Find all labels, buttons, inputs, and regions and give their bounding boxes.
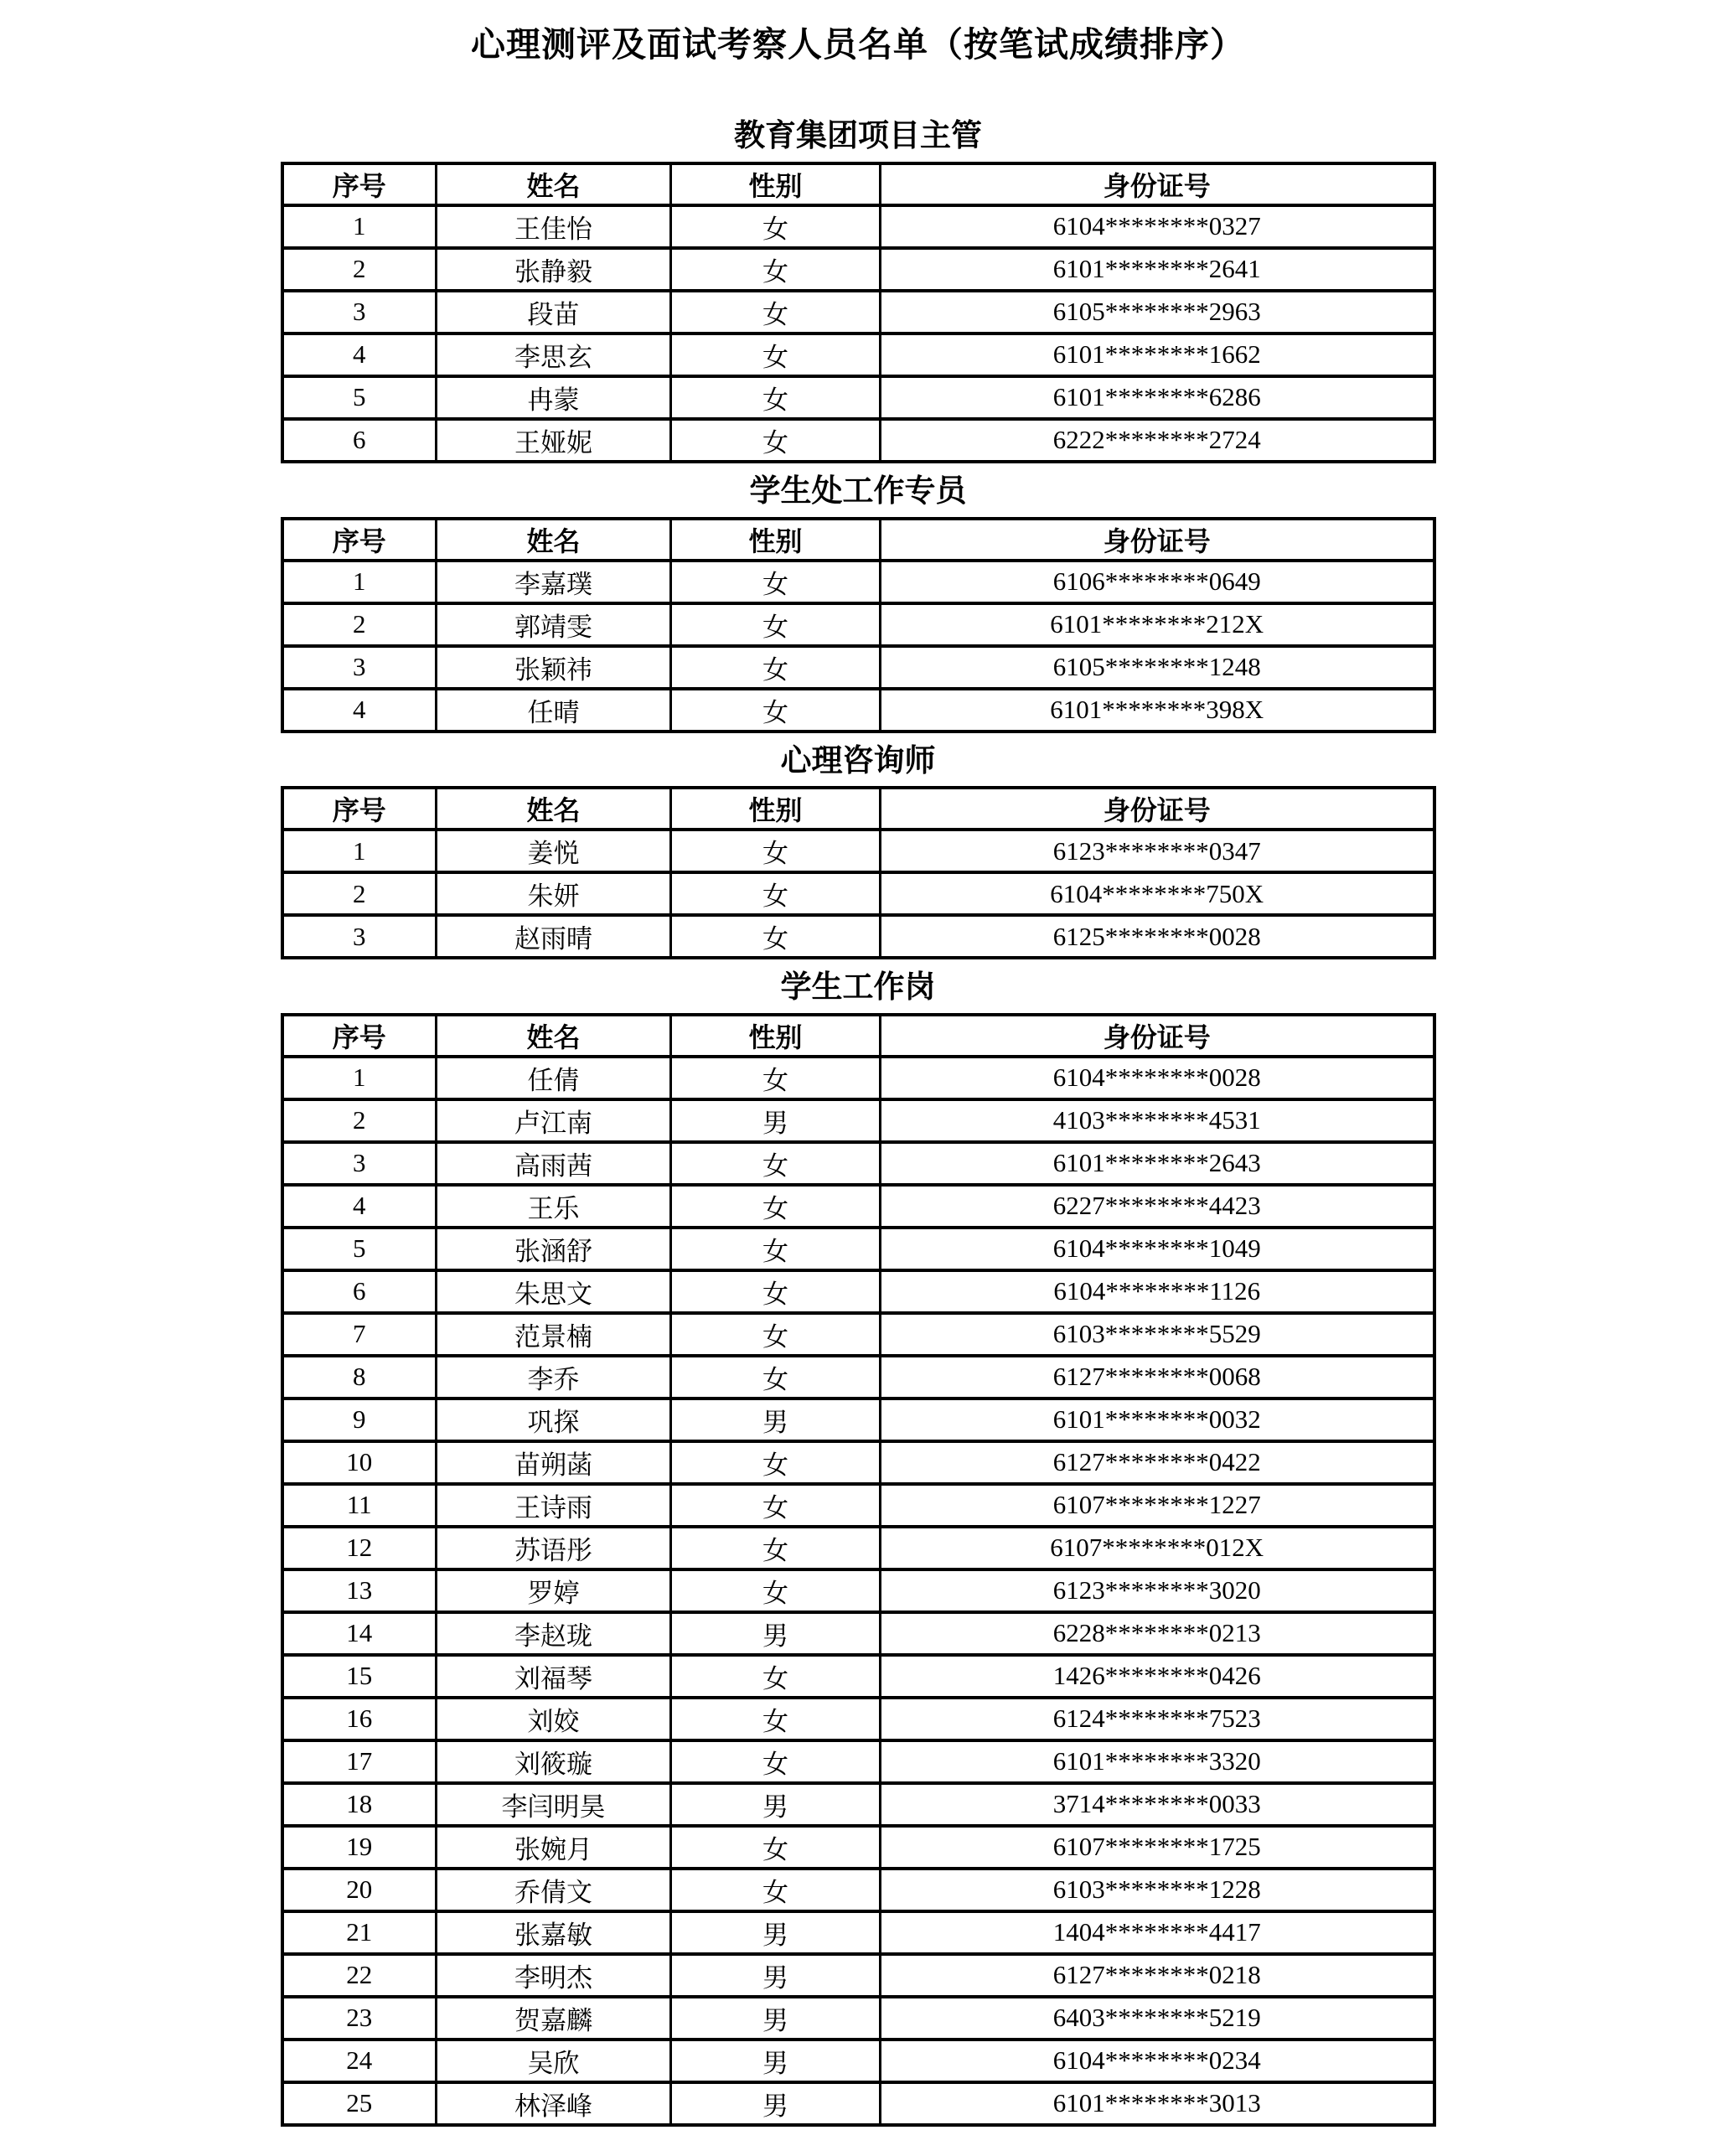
table-cell-gender: 女 bbox=[671, 1228, 881, 1270]
table-cell-name: 张静毅 bbox=[437, 248, 671, 291]
table-cell-no: 7 bbox=[282, 1313, 437, 1356]
table-cell-no: 24 bbox=[282, 2040, 437, 2082]
table-cell-id: 6227********4423 bbox=[881, 1185, 1434, 1228]
section-heading: 学生工作岗 bbox=[780, 970, 936, 1006]
table-cell-name: 赵雨晴 bbox=[437, 915, 671, 958]
table-cell-name: 张颖祎 bbox=[437, 646, 671, 689]
table-row bbox=[282, 1869, 1434, 1911]
section-heading: 心理咨询师 bbox=[780, 743, 936, 778]
table-cell-no: 5 bbox=[282, 376, 437, 419]
table-cell-id: 6101********2641 bbox=[881, 248, 1434, 291]
table-cell-no: 21 bbox=[282, 1911, 437, 1954]
table-cell-no: 6 bbox=[282, 1270, 437, 1313]
table-row bbox=[282, 2082, 1434, 2125]
table-cell-id: 6104********1049 bbox=[881, 1228, 1434, 1270]
table-cell-no: 14 bbox=[282, 1612, 437, 1655]
table-cell-no: 22 bbox=[282, 1954, 437, 1997]
table-row bbox=[282, 1313, 1434, 1356]
table-cell-no: 6 bbox=[282, 419, 437, 462]
table-row bbox=[282, 1228, 1434, 1270]
table-cell-id: 6105********2963 bbox=[881, 291, 1434, 333]
table-cell-name: 张涵舒 bbox=[437, 1228, 671, 1270]
table-cell-name: 任晴 bbox=[437, 689, 671, 732]
table-cell-name: 朱思文 bbox=[437, 1270, 671, 1313]
table-header-cell: 序号 bbox=[282, 1015, 437, 1057]
table-cell-id: 6101********3320 bbox=[881, 1740, 1434, 1783]
table-header-cell: 序号 bbox=[282, 163, 437, 205]
table-header-cell: 姓名 bbox=[437, 163, 671, 205]
table-cell-name: 李赵珑 bbox=[437, 1612, 671, 1655]
table-cell-no: 2 bbox=[282, 248, 437, 291]
table-cell-id: 6101********3013 bbox=[881, 2082, 1434, 2125]
table-cell-no: 25 bbox=[282, 2082, 437, 2125]
table-cell-name: 罗婷 bbox=[437, 1569, 671, 1612]
table-cell-name: 张婉月 bbox=[437, 1826, 671, 1869]
table-cell-gender: 女 bbox=[671, 1313, 881, 1356]
table-header-cell: 身份证号 bbox=[881, 788, 1434, 830]
table-cell-no: 10 bbox=[282, 1441, 437, 1484]
table-cell-gender: 女 bbox=[671, 561, 881, 603]
table-cell-gender: 女 bbox=[671, 205, 881, 248]
table-cell-no: 18 bbox=[282, 1783, 437, 1826]
table-cell-name: 王乐 bbox=[437, 1185, 671, 1228]
table-cell-name: 乔倩文 bbox=[437, 1869, 671, 1911]
table-cell-id: 6107********1227 bbox=[881, 1484, 1434, 1527]
table-cell-no: 1 bbox=[282, 205, 437, 248]
table-cell-gender: 女 bbox=[671, 291, 881, 333]
table-cell-no: 17 bbox=[282, 1740, 437, 1783]
table-row bbox=[282, 1954, 1434, 1997]
table-cell-no: 3 bbox=[282, 646, 437, 689]
table-cell-id: 6127********0422 bbox=[881, 1441, 1434, 1484]
table-cell-id: 6104********750X bbox=[881, 872, 1434, 915]
table-cell-no: 2 bbox=[282, 1099, 437, 1142]
table-row bbox=[282, 1185, 1434, 1228]
table-cell-name: 段苗 bbox=[437, 291, 671, 333]
table-cell-name: 刘姣 bbox=[437, 1698, 671, 1740]
table-row bbox=[282, 1441, 1434, 1484]
table-header-cell: 姓名 bbox=[437, 1015, 671, 1057]
table-cell-no: 2 bbox=[282, 872, 437, 915]
table-row bbox=[282, 1698, 1434, 1740]
table-cell-gender: 女 bbox=[671, 1484, 881, 1527]
table-row bbox=[282, 1569, 1434, 1612]
table-cell-name: 范景楠 bbox=[437, 1313, 671, 1356]
table-cell-no: 5 bbox=[282, 1228, 437, 1270]
document-title: 心理测评及面试考察人员名单（按笔试成绩排序） bbox=[471, 25, 1245, 64]
table-cell-name: 姜悦 bbox=[437, 830, 671, 872]
table-cell-no: 1 bbox=[282, 1057, 437, 1099]
table-cell-id: 6105********1248 bbox=[881, 646, 1434, 689]
table-header-row bbox=[282, 1015, 1434, 1057]
table-row bbox=[282, 1612, 1434, 1655]
table-cell-name: 李乔 bbox=[437, 1356, 671, 1399]
table-cell-gender: 女 bbox=[671, 1826, 881, 1869]
table-cell-gender: 女 bbox=[671, 1527, 881, 1569]
table-cell-gender: 女 bbox=[671, 1869, 881, 1911]
table-cell-name: 李明杰 bbox=[437, 1954, 671, 1997]
table-header-cell: 性别 bbox=[671, 788, 881, 830]
table-cell-name: 张嘉敏 bbox=[437, 1911, 671, 1954]
table-header-cell: 姓名 bbox=[437, 788, 671, 830]
table-cell-gender: 女 bbox=[671, 1698, 881, 1740]
table-cell-name: 贺嘉麟 bbox=[437, 1997, 671, 2040]
table-cell-id: 6104********0327 bbox=[881, 205, 1434, 248]
table-row bbox=[282, 1527, 1434, 1569]
table-cell-id: 6107********1725 bbox=[881, 1826, 1434, 1869]
table-cell-id: 4103********4531 bbox=[881, 1099, 1434, 1142]
table-cell-id: 6101********212X bbox=[881, 603, 1434, 646]
table-cell-gender: 女 bbox=[671, 1185, 881, 1228]
table-cell-gender: 男 bbox=[671, 1399, 881, 1441]
table-row bbox=[282, 376, 1434, 419]
table-cell-id: 6103********1228 bbox=[881, 1869, 1434, 1911]
table-header-row bbox=[282, 519, 1434, 561]
table-cell-id: 6101********0032 bbox=[881, 1399, 1434, 1441]
table-cell-id: 6106********0649 bbox=[881, 561, 1434, 603]
section-heading: 学生处工作专员 bbox=[749, 473, 967, 509]
table-cell-no: 3 bbox=[282, 915, 437, 958]
table-cell-id: 6104********0028 bbox=[881, 1057, 1434, 1099]
table-row bbox=[282, 1826, 1434, 1869]
table-row bbox=[282, 205, 1434, 248]
table-cell-id: 1404********4417 bbox=[881, 1911, 1434, 1954]
table-cell-name: 王娅妮 bbox=[437, 419, 671, 462]
table-row bbox=[282, 646, 1434, 689]
table-cell-name: 李闫明昊 bbox=[437, 1783, 671, 1826]
table-cell-no: 13 bbox=[282, 1569, 437, 1612]
table-cell-id: 6127********0068 bbox=[881, 1356, 1434, 1399]
table-cell-id: 6107********012X bbox=[881, 1527, 1434, 1569]
table-cell-id: 6101********6286 bbox=[881, 376, 1434, 419]
table-cell-name: 吴欣 bbox=[437, 2040, 671, 2082]
table-cell-gender: 女 bbox=[671, 1740, 881, 1783]
table-row bbox=[282, 1484, 1434, 1527]
table-cell-id: 1426********0426 bbox=[881, 1655, 1434, 1698]
table-row bbox=[282, 689, 1434, 732]
table-cell-name: 巩探 bbox=[437, 1399, 671, 1441]
table-cell-name: 李思玄 bbox=[437, 333, 671, 376]
table-cell-id: 6228********0213 bbox=[881, 1612, 1434, 1655]
table-cell-name: 林泽峰 bbox=[437, 2082, 671, 2125]
table-header-cell: 序号 bbox=[282, 788, 437, 830]
table-cell-gender: 男 bbox=[671, 1911, 881, 1954]
table-cell-id: 3714********0033 bbox=[881, 1783, 1434, 1826]
table-cell-name: 郭靖雯 bbox=[437, 603, 671, 646]
table-header-row bbox=[282, 788, 1434, 830]
roster-table bbox=[281, 1013, 1436, 2127]
table-cell-gender: 女 bbox=[671, 1142, 881, 1185]
roster-table bbox=[281, 517, 1436, 733]
table-row bbox=[282, 1270, 1434, 1313]
table-cell-gender: 女 bbox=[671, 830, 881, 872]
table-cell-id: 6124********7523 bbox=[881, 1698, 1434, 1740]
table-row bbox=[282, 915, 1434, 958]
table-header-cell: 性别 bbox=[671, 519, 881, 561]
table-cell-gender: 女 bbox=[671, 872, 881, 915]
table-row bbox=[282, 603, 1434, 646]
table-cell-gender: 女 bbox=[671, 333, 881, 376]
table-row bbox=[282, 1997, 1434, 2040]
table-cell-no: 1 bbox=[282, 561, 437, 603]
table-cell-no: 23 bbox=[282, 1997, 437, 2040]
table-cell-gender: 女 bbox=[671, 689, 881, 732]
table-cell-gender: 男 bbox=[671, 1099, 881, 1142]
table-cell-no: 2 bbox=[282, 603, 437, 646]
section-heading: 教育集团项目主管 bbox=[734, 119, 982, 154]
table-cell-gender: 女 bbox=[671, 1356, 881, 1399]
table-cell-id: 6101********2643 bbox=[881, 1142, 1434, 1185]
table-cell-name: 卢江南 bbox=[437, 1099, 671, 1142]
sections-container bbox=[0, 120, 1716, 2127]
table-cell-gender: 女 bbox=[671, 1441, 881, 1484]
table-cell-name: 王诗雨 bbox=[437, 1484, 671, 1527]
table-cell-id: 6127********0218 bbox=[881, 1954, 1434, 1997]
table-row bbox=[282, 561, 1434, 603]
table-cell-name: 朱妍 bbox=[437, 872, 671, 915]
table-cell-no: 12 bbox=[282, 1527, 437, 1569]
table-header-cell: 姓名 bbox=[437, 519, 671, 561]
table-cell-no: 8 bbox=[282, 1356, 437, 1399]
table-cell-id: 6104********1126 bbox=[881, 1270, 1434, 1313]
table-cell-name: 冉蒙 bbox=[437, 376, 671, 419]
table-cell-no: 11 bbox=[282, 1484, 437, 1527]
table-cell-gender: 女 bbox=[671, 376, 881, 419]
table-row bbox=[282, 1142, 1434, 1185]
table-cell-no: 1 bbox=[282, 830, 437, 872]
table-row bbox=[282, 1783, 1434, 1826]
table-header-cell: 性别 bbox=[671, 1015, 881, 1057]
table-row bbox=[282, 291, 1434, 333]
table-cell-name: 李嘉璞 bbox=[437, 561, 671, 603]
table-row bbox=[282, 830, 1434, 872]
table-header-cell: 身份证号 bbox=[881, 163, 1434, 205]
table-cell-no: 4 bbox=[282, 333, 437, 376]
table-header-cell: 身份证号 bbox=[881, 519, 1434, 561]
table-row bbox=[282, 419, 1434, 462]
table-cell-gender: 男 bbox=[671, 1612, 881, 1655]
table-row bbox=[282, 333, 1434, 376]
table-cell-gender: 女 bbox=[671, 915, 881, 958]
table-cell-gender: 女 bbox=[671, 248, 881, 291]
table-cell-no: 4 bbox=[282, 1185, 437, 1228]
table-row bbox=[282, 1911, 1434, 1954]
table-cell-name: 苗朔菡 bbox=[437, 1441, 671, 1484]
table-row bbox=[282, 1099, 1434, 1142]
table-cell-gender: 女 bbox=[671, 1057, 881, 1099]
table-row bbox=[282, 2040, 1434, 2082]
table-cell-id: 6101********398X bbox=[881, 689, 1434, 732]
table-row bbox=[282, 872, 1434, 915]
table-cell-no: 19 bbox=[282, 1826, 437, 1869]
table-cell-id: 6101********1662 bbox=[881, 333, 1434, 376]
roster-table bbox=[281, 786, 1436, 959]
table-cell-no: 15 bbox=[282, 1655, 437, 1698]
table-cell-gender: 女 bbox=[671, 1655, 881, 1698]
table-cell-no: 20 bbox=[282, 1869, 437, 1911]
table-cell-no: 16 bbox=[282, 1698, 437, 1740]
table-row bbox=[282, 1399, 1434, 1441]
table-cell-id: 6123********0347 bbox=[881, 830, 1434, 872]
table-cell-name: 任倩 bbox=[437, 1057, 671, 1099]
table-row bbox=[282, 1740, 1434, 1783]
table-cell-name: 王佳怡 bbox=[437, 205, 671, 248]
table-cell-gender: 男 bbox=[671, 2082, 881, 2125]
table-cell-id: 6123********3020 bbox=[881, 1569, 1434, 1612]
table-cell-id: 6403********5219 bbox=[881, 1997, 1434, 2040]
table-cell-name: 刘福琴 bbox=[437, 1655, 671, 1698]
table-cell-name: 高雨茜 bbox=[437, 1142, 671, 1185]
table-row bbox=[282, 1356, 1434, 1399]
table-cell-no: 3 bbox=[282, 1142, 437, 1185]
table-cell-gender: 男 bbox=[671, 1997, 881, 2040]
table-cell-gender: 女 bbox=[671, 419, 881, 462]
table-cell-id: 6104********0234 bbox=[881, 2040, 1434, 2082]
table-cell-gender: 男 bbox=[671, 2040, 881, 2082]
table-cell-name: 苏语彤 bbox=[437, 1527, 671, 1569]
table-header-cell: 性别 bbox=[671, 163, 881, 205]
table-cell-gender: 男 bbox=[671, 1954, 881, 1997]
table-cell-gender: 男 bbox=[671, 1783, 881, 1826]
table-row bbox=[282, 1057, 1434, 1099]
roster-table bbox=[281, 162, 1436, 463]
table-header-row bbox=[282, 163, 1434, 205]
table-cell-name: 刘筱璇 bbox=[437, 1740, 671, 1783]
table-cell-no: 4 bbox=[282, 689, 437, 732]
table-cell-gender: 女 bbox=[671, 603, 881, 646]
table-cell-gender: 女 bbox=[671, 1569, 881, 1612]
table-row bbox=[282, 1655, 1434, 1698]
table-cell-id: 6125********0028 bbox=[881, 915, 1434, 958]
table-cell-id: 6222********2724 bbox=[881, 419, 1434, 462]
table-cell-id: 6103********5529 bbox=[881, 1313, 1434, 1356]
table-row bbox=[282, 248, 1434, 291]
table-cell-no: 9 bbox=[282, 1399, 437, 1441]
table-cell-no: 3 bbox=[282, 291, 437, 333]
table-header-cell: 身份证号 bbox=[881, 1015, 1434, 1057]
table-cell-gender: 女 bbox=[671, 1270, 881, 1313]
table-cell-gender: 女 bbox=[671, 646, 881, 689]
table-header-cell: 序号 bbox=[282, 519, 437, 561]
